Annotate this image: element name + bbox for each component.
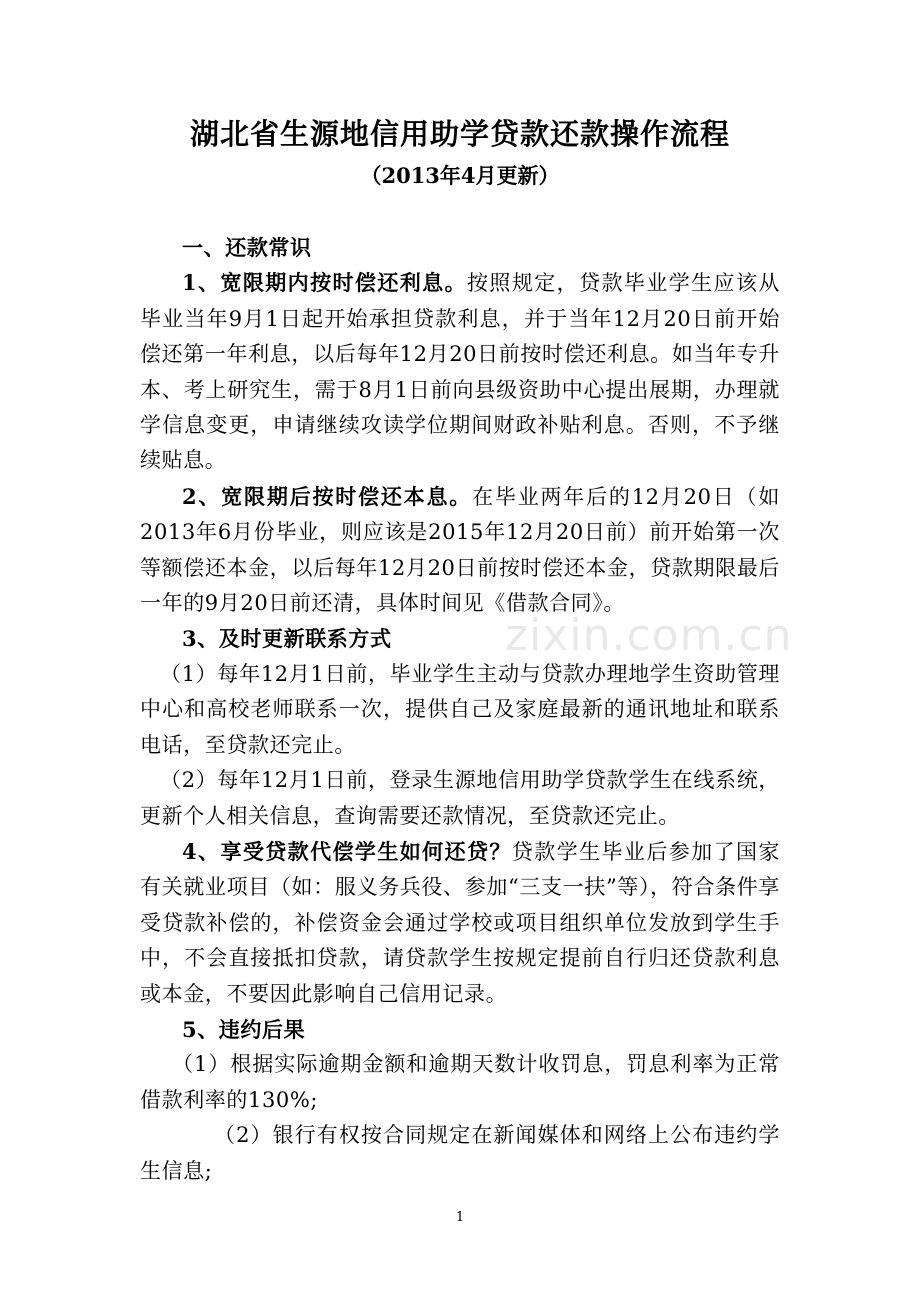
document-title: 湖北省生源地信用助学贷款还款操作流程	[189, 117, 730, 151]
paragraph-item-2	[140, 479, 780, 622]
item-1-heading: 1、宽限期内按时偿还利息。	[182, 270, 467, 296]
item-5-heading: 5、违约后果	[182, 1016, 306, 1042]
item-5-sub-2: （2）银行有权按合同规定在新闻媒体和网络上公布违约学生信息;	[140, 1123, 780, 1183]
item-3-sub-2: （2）每年12月1日前，登录生源地信用助学贷款学生在线系统，更新个人相关信息，查询需要还款情况，至贷款还完止。	[140, 768, 780, 828]
paragraph-item-4	[140, 834, 780, 1012]
item-4-text: 贷款学生毕业后参加了国家有关就业项目（如：服义务兵役、参加“三支一扶”等），符合条件享受贷款补偿的，补偿资金会通过学校或项目组织单位发放到学生手中，不会直接抵扣贷款，请贷款学生按规定提前自行归还贷款利息或本金，不要因此影响自己信用记录。	[140, 839, 780, 1006]
watermark: zixin.com.cn	[505, 610, 793, 661]
page-number: 1	[455, 1210, 465, 1225]
document-subtitle: （2013年4月更新）	[360, 163, 560, 188]
document-body	[140, 230, 780, 1189]
item-3-heading: 3、及时更新联系方式	[182, 626, 392, 652]
item-4-heading: 4、享受贷款代偿学生如何还贷？	[182, 838, 512, 864]
item-1-text: 按照规定，贷款毕业学生应该从毕业当年9月1日起开始承担贷款利息，并于当年12月20日前开始偿还第一年利息，以后每年12月20日前按时偿还利息。如当年专升本、考上研究生，需于8月1日前向县级资助中心提出展期，办理就学信息变更，申请继续攻读学位期间财政补贴利息。否则，不予继续贴息。	[140, 271, 780, 473]
item-5-sub-1: （1）根据实际逾期金额和逾期天数计收罚息，罚息利率为正常借款利率的130%;	[140, 1052, 780, 1112]
item-3-sub-1: （1）每年12月1日前，毕业学生主动与贷款办理地学生资助管理中心和高校老师联系一次，提供自己及家庭最新的通讯地址和联系电话，至贷款还完止。	[140, 661, 780, 757]
paragraph-item-1	[140, 265, 780, 478]
section-heading-repayment-basics: 一、还款常识	[182, 235, 312, 260]
item-2-heading: 2、宽限期后按时偿还本息。	[182, 483, 473, 509]
item-2-text: 在毕业两年后的12月20日（如2013年6月份毕业，则应该是2015年12月20日前）前开始第一次等额偿还本金，以后每年12月20日前按时偿还本金，贷款期限最后一年的9月20日前还清，具体时间见《借款合同》。	[140, 484, 780, 616]
